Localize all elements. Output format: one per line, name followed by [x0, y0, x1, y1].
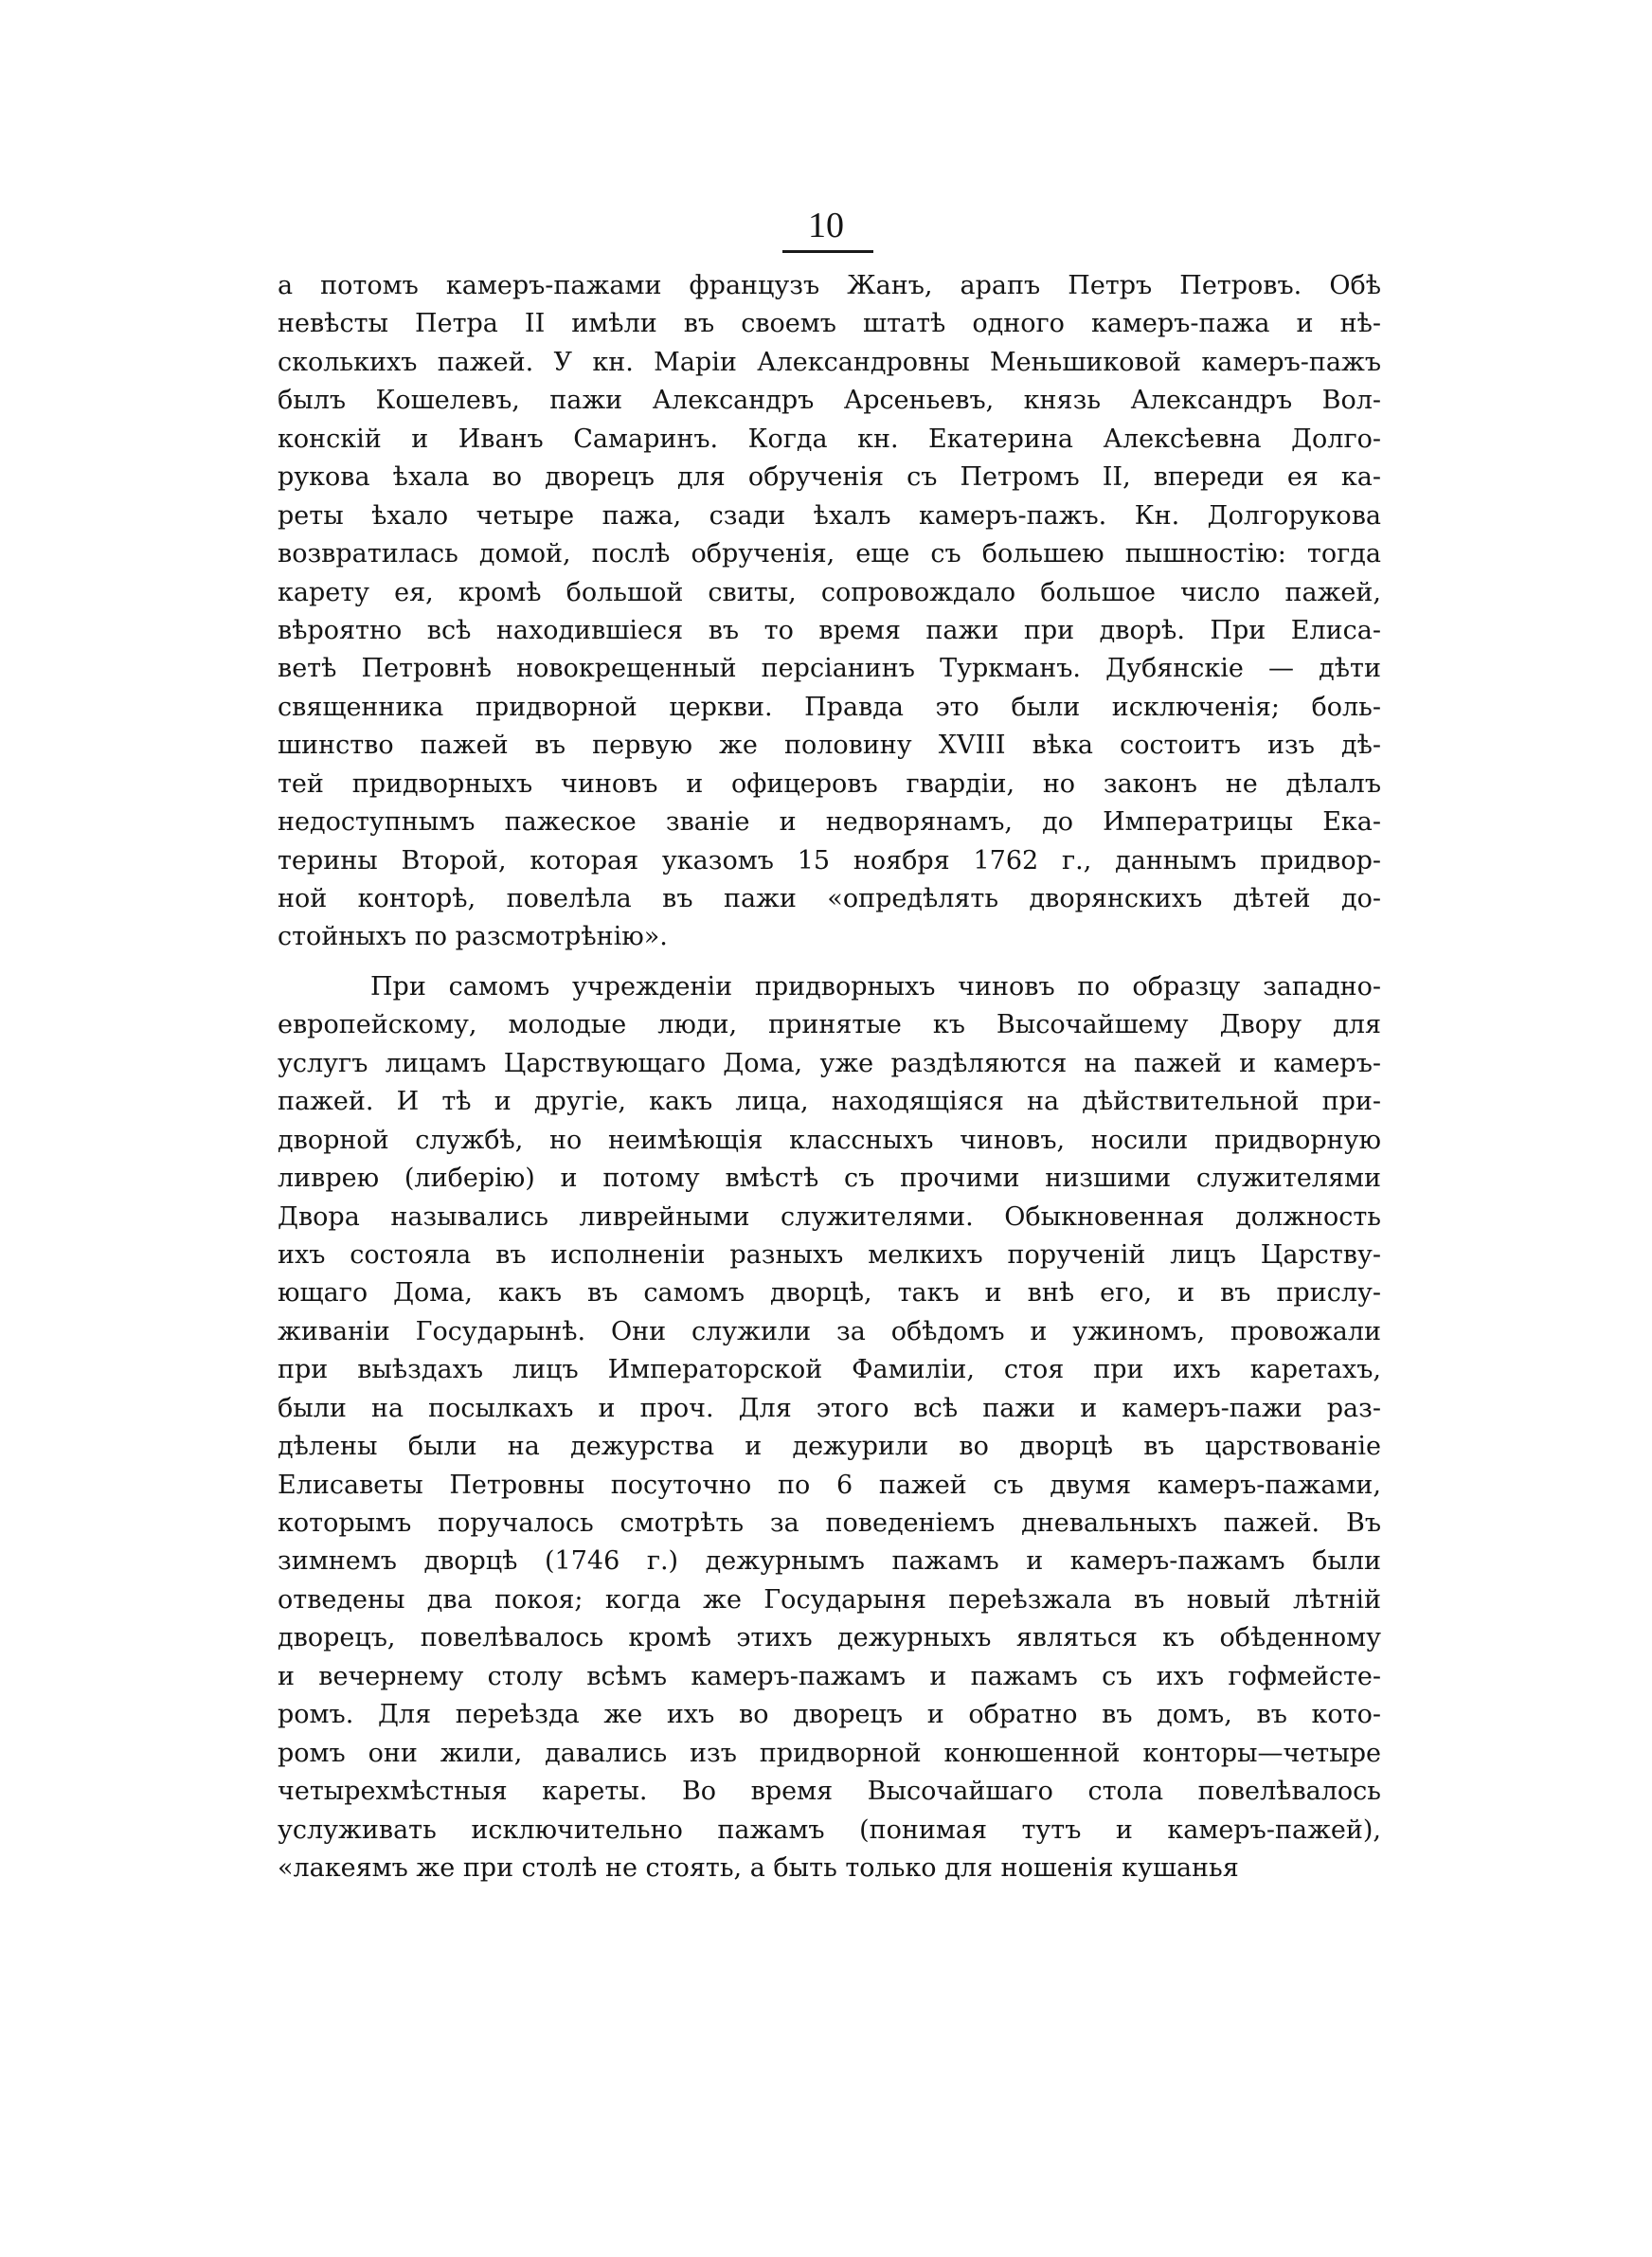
text-line: ливрею (либерію) и потому вмѣстѣ съ прочими низшими служителями [278, 1164, 1381, 1194]
text-line: а потомъ камеръ-пажами французъ Жанъ, арапъ Петръ Петровъ. Обѣ [278, 271, 1381, 300]
text-line: Елисаветы Петровны посуточно по 6 пажей съ двумя камеръ-пажами, [278, 1470, 1381, 1500]
text-line: дворецъ, повелѣвалось кромѣ этихъ дежурныхъ являться къ обѣденному [278, 1623, 1381, 1653]
page-number-rule [782, 250, 873, 253]
text-line: живаніи Государынѣ. Они служили за обѣдомъ и ужиномъ, провожали [278, 1316, 1381, 1346]
text-line: ромъ. Для переѣзда же ихъ во дворецъ и обратно въ домъ, въ кото- [278, 1700, 1381, 1730]
text-line: терины Второй, которая указомъ 15 ноября 1762 г., даннымъ придвор- [278, 845, 1381, 876]
text-line: ромъ они жили, давались изъ придворной конюшенной конторы—четыре [278, 1738, 1381, 1768]
text-line: дѣлены были на дежурства и дежурили во дворцѣ въ царствованіе [278, 1432, 1381, 1462]
text-line: «лакеямъ же при столѣ не стоять, а быть только для ношенія кушанья [278, 1852, 1239, 1883]
page-number: 10 [808, 206, 844, 245]
text-line: стойныхъ по разсмотрѣнію». [278, 922, 668, 952]
text-line: рукова ѣхала во дворецъ для обрученія съ Петромъ II, впереди ея ка- [278, 462, 1381, 493]
text-line: ветѣ Петровнѣ новокрещенный персіанинъ Туркманъ. Дубянскіе — дѣти [278, 654, 1381, 684]
text-line: священника придворной церкви. Правда это были исключенія; боль- [278, 692, 1381, 722]
text-line: При самомъ учрежденіи придворныхъ чиновъ по образцу западно- [370, 971, 1381, 1002]
text-line: услуживать исключительно пажамъ (понимая тутъ и камеръ-пажей), [278, 1815, 1381, 1845]
text-line: услугъ лицамъ Царствующаго Дома, уже раздѣляются на пажей и камеръ- [278, 1048, 1381, 1078]
text-line: дворной службѣ, но неимѣющія классныхъ чиновъ, носили придворную [278, 1125, 1381, 1155]
text-line: пажей. И тѣ и другіе, какъ лица, находящіяся на дѣйствительной при- [278, 1087, 1381, 1117]
paragraph-2 [278, 968, 1381, 1888]
paragraph-1 [278, 267, 1381, 957]
paragraph-gap [278, 957, 1381, 968]
text-line: и вечернему столу всѣмъ камеръ-пажамъ и пажамъ съ ихъ гофмейсте- [278, 1661, 1381, 1691]
text-column [278, 267, 1381, 1887]
text-line: шинство пажей въ первую же половину XVIII вѣка состоитъ изъ дѣ- [278, 731, 1381, 761]
text-line: вѣроятно всѣ находившіеся въ то время пажи при дворѣ. При Елиса- [278, 615, 1381, 645]
text-line: при выѣздахъ лицъ Императорской Фамиліи, стоя при ихъ каретахъ, [278, 1355, 1381, 1385]
text-line: были на посылкахъ и проч. Для этого всѣ пажи и камеръ-пажи раз- [278, 1393, 1381, 1423]
text-line: реты ѣхало четыре пажа, сзади ѣхалъ камеръ-пажъ. Кн. Долгорукова [278, 500, 1381, 531]
text-line: четырехмѣстныя кареты. Во время Высочайшаго стола повелѣвалось [278, 1777, 1381, 1807]
text-line: карету ея, кромѣ большой свиты, сопровождало большое число пажей, [278, 577, 1381, 607]
text-line: ихъ состояла въ исполненіи разныхъ мелкихъ порученій лицъ Царству- [278, 1239, 1381, 1270]
text-line: зимнемъ дворцѣ (1746 г.) дежурнымъ пажамъ и камеръ-пажамъ были [278, 1546, 1381, 1577]
text-line: отведены два покоя; когда же Государыня переѣзжала въ новый лѣтній [278, 1584, 1381, 1615]
text-line: ной конторѣ, повелѣла въ пажи «опредѣлять дворянскихъ дѣтей до- [278, 884, 1381, 913]
text-line: сколькихъ пажей. У кн. Маріи Александровны Меньшиковой камеръ-пажъ [278, 347, 1381, 377]
text-line: возвратилась домой, послѣ обрученія, еще съ большею пышностію: тогда [278, 539, 1381, 569]
text-line: невѣсты Петра II имѣли въ своемъ штатѣ одного камеръ-пажа и нѣ- [278, 309, 1381, 339]
text-line: ющаго Дома, какъ въ самомъ дворцѣ, такъ и внѣ его, и въ прислу- [278, 1278, 1381, 1309]
text-line: которымъ поручалось смотрѣть за поведеніемъ дневальныхъ пажей. Въ [278, 1508, 1381, 1538]
text-line: европейскому, молодые люди, принятые къ Высочайшему Двору для [278, 1010, 1381, 1040]
text-line: былъ Кошелевъ, пажи Александръ Арсеньевъ, князь Александръ Вол- [278, 386, 1381, 416]
text-line: Двора назывались ливрейными служителями. Обыкновенная должность [278, 1201, 1381, 1232]
text-line: конскій и Иванъ Самаринъ. Когда кн. Екатерина Алексѣевна Долго- [278, 424, 1381, 454]
text-line: недоступнымъ пажеское званіе и недворянамъ, до Императрицы Ека- [278, 807, 1381, 838]
text-line: тей придворныхъ чиновъ и офицеровъ гвардіи, но законъ не дѣлалъ [278, 768, 1381, 799]
